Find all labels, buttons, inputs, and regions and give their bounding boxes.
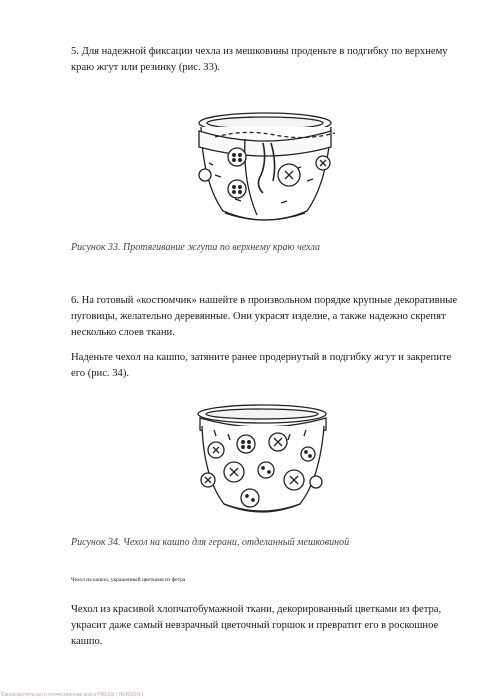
paragraph-put-on-cover: Наденьте чехол на кашпо, затяните ранее продернутый в подгибку жгут и закрепите его (рис. 34).	[71, 352, 452, 379]
figure-33-pot-icon	[185, 103, 345, 233]
figure-33-caption: Рисунок 33. Протягивание жгута по верхнему краю чехла	[71, 242, 321, 253]
paragraph-step-6: 6. На готовый «костюмчик» нашейте в произвольном порядке крупные декоративные пуговицы, желательно деревянные. Они украсят изделие, а также надежно скрепят несколько слоев ткани.	[71, 295, 458, 338]
paragraph-section-intro: Чехол из красивой хлопчатобумажной ткани, декорированный цветками из фетра, украсит даже самый невзрачный цветочный горшок и превратит его в роскошное кашпо.	[71, 604, 442, 647]
section-heading: Чехол на кашпо, украшенный цветками из фетра	[71, 577, 186, 583]
figure-34-pot-icon	[180, 400, 345, 525]
page-footer: Ознакомительная и отечественная книга PRESS ( HERSON )	[1, 692, 144, 698]
paragraph-step-5: 5. Для надежной фиксации чехла из мешковины проденьте в подгибку по верхнему краю жгут или резинку (рис. 33).	[71, 46, 448, 73]
figure-34-caption: Рисунок 34. Чехол на кашпо для герани, отделанный мешковиной	[71, 537, 350, 548]
